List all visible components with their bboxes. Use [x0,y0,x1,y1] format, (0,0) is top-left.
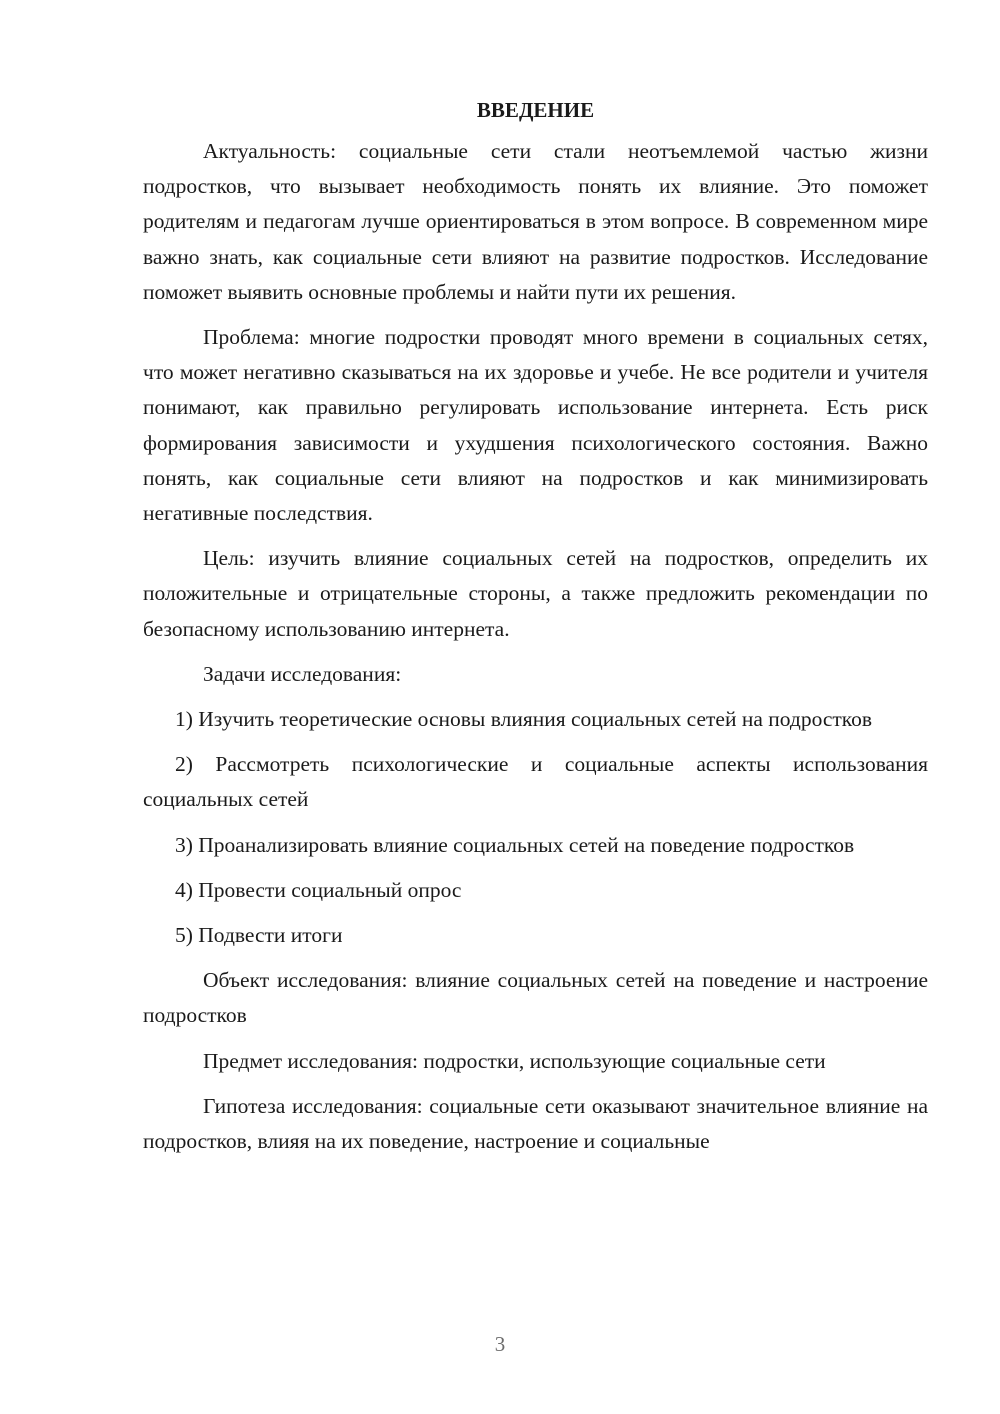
task-item: 3) Проанализировать влияние социальных сетей на поведение подростков [175,832,855,857]
paragraph-relevance: Актуальность: социальные сети стали неотъемлемой частью жизни подростков, что вызывает необходимость понять их влияние. Это поможет родителям и педагогам лучше ориентироваться в этом вопросе. В современном мире важно знать, как социальные сети влияют на развитие подростков. Исследование поможет выявить основные проблемы и найти пути их решения. [143,139,928,304]
tasks-title: Задачи исследования: [203,661,402,686]
task-item: 1) Изучить теоретические основы влияния социальных сетей на подростков [175,707,873,732]
task-item: 4) Провести социальный опрос [175,877,462,902]
paragraph-object: Объект исследования: влияние социальных сетей на поведение и настроение подростков [143,968,928,1028]
task-item: 2) Рассмотреть психологические и социальные аспекты использования социальных сетей [143,752,928,812]
paragraph-goal: Цель: изучить влияние социальных сетей на подростков, определить их положительные и отрицательные стороны, а также предложить рекомендации по безопасному использованию интернета. [143,546,928,641]
section-heading: ВВЕДЕНИЕ [476,98,595,122]
page-number: 3 [494,1332,506,1356]
paragraph-subject: Предмет исследования: подростки, использующие социальные сети [203,1048,826,1073]
task-item: 5) Подвести итоги [175,923,343,948]
document-page [143,90,928,1159]
paragraph-problem: Проблема: многие подростки проводят много времени в социальных сетях, что может негативно сказываться на их здоровье и учебе. Не все родители и учителя понимают, как правильно регулировать использование интернета. Есть риск формирования зависимости и ухудшения психологического состояния. Важно понять, как социальные сети влияют на подростков и как минимизировать негативные последствия. [143,325,928,526]
paragraph-hypothesis: Гипотеза исследования: социальные сети оказывают значительное влияние на подростков, влияя на их поведение, настроение и социальные [143,1093,928,1154]
